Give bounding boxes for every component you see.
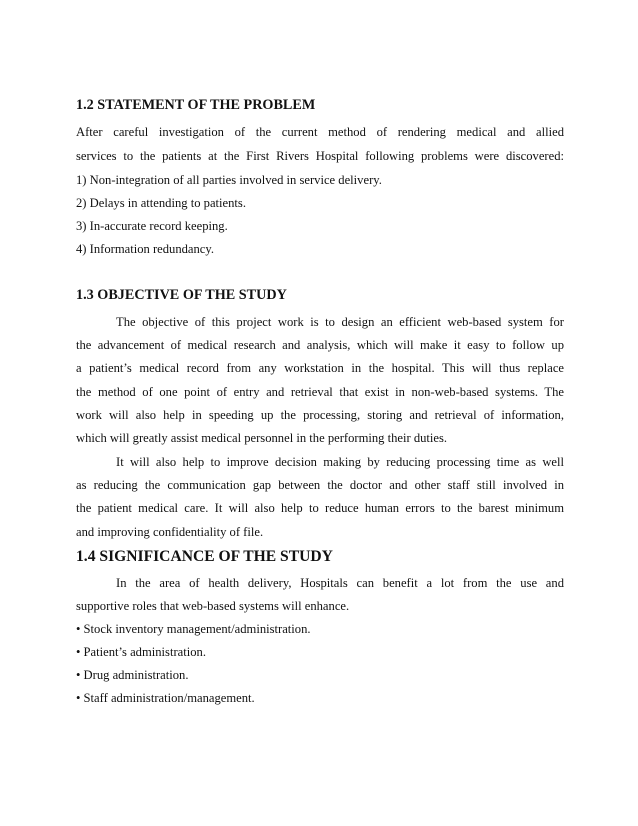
paragraph-line: and improving confidentiality of file. [76, 525, 264, 539]
paragraph-line: a patient’s medical record from any workstation in the hospital. This will thus replace [76, 361, 564, 375]
paragraph-line: supportive roles that web-based systems will enhance. [76, 599, 350, 613]
paragraph-line: The objective of this project work is to design an efficient web-based system for [116, 315, 564, 329]
bullet-item: • Drug administration. [76, 668, 189, 682]
bullet-item: • Staff administration/management. [76, 691, 255, 705]
heading-significance-of-study: 1.4 SIGNIFICANCE OF THE STUDY [76, 548, 333, 565]
paragraph-line: the method of one point of entry and retrieval that exist in non-web-based systems. The [76, 385, 564, 399]
paragraph-line: services to the patients at the First Rivers Hospital following problems were discovered: [76, 149, 564, 163]
paragraph-line: work will also help in speeding up the processing, storing and retrieval of information, [76, 408, 564, 422]
paragraph-line: It will also help to improve decision making by reducing processing time as well [116, 455, 564, 469]
heading-statement-of-problem: 1.2 STATEMENT OF THE PROBLEM [76, 97, 316, 113]
bullet-item: • Stock inventory management/administration. [76, 622, 311, 636]
problem-list-item: 3) In-accurate record keeping. [76, 219, 228, 233]
heading-objective-of-study: 1.3 OBJECTIVE OF THE STUDY [76, 287, 287, 303]
problem-list-item: 1) Non-integration of all parties involved in service delivery. [76, 173, 382, 187]
paragraph-line: the patient medical care. It will also help to reduce human errors to the barest minimum [76, 501, 564, 515]
paragraph-line: as reducing the communication gap between the doctor and other staff still involved in [76, 478, 564, 492]
paragraph-line: In the area of health delivery, Hospitals can benefit a lot from the use and [116, 576, 564, 590]
paragraph-line: which will greatly assist medical personnel in the performing their duties. [76, 431, 448, 445]
problem-list-item: 4) Information redundancy. [76, 242, 215, 256]
problem-list-item: 2) Delays in attending to patients. [76, 196, 246, 210]
bullet-item: • Patient’s administration. [76, 645, 206, 659]
paragraph-line: the advancement of medical research and analysis, which will make it easy to follow up [76, 338, 564, 352]
paragraph-line: After careful investigation of the current method of rendering medical and allied [76, 125, 564, 139]
